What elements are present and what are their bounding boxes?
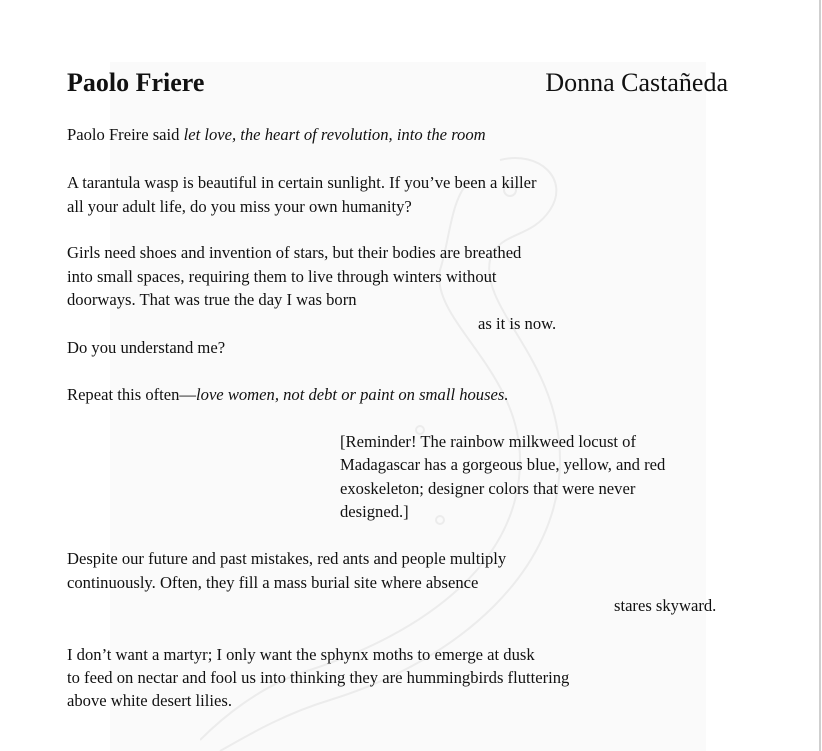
poem-line: stares skyward. (614, 596, 717, 615)
poem-line: Do you understand me? (67, 338, 226, 357)
poem-line: continuously. Often, they fill a mass burial site where absence (67, 573, 479, 592)
quote-italic: let love, the heart of revolution, into the room (183, 125, 486, 144)
poem-line: into small spaces, requiring them to live through winters without (67, 267, 497, 286)
poem-line: exoskeleton; designer colors that were never (340, 479, 636, 498)
poem-line: [Reminder! The rainbow milkweed locust of (340, 432, 636, 451)
poem-line (67, 385, 509, 405)
line-text: Paolo Freire said (67, 125, 184, 144)
quote-italic: love women, not debt or paint on small houses. (196, 385, 509, 404)
poem-line: I don’t want a martyr; I only want the sphynx moths to emerge at dusk (67, 645, 535, 664)
poem-line: A tarantula wasp is beautiful in certain sunlight. If you’ve been a killer (67, 173, 537, 192)
poem-line: as it is now. (478, 314, 557, 333)
poem-line: Despite our future and past mistakes, red ants and people multiply (67, 549, 507, 568)
poem-line: designed.] (340, 502, 409, 521)
poem-title: Paolo Friere (67, 68, 205, 97)
poem-line (67, 125, 486, 145)
poem-line: above white desert lilies. (67, 691, 232, 710)
poem-line: Girls need shoes and invention of stars, but their bodies are breathed (67, 243, 522, 262)
poem-line: all your adult life, do you miss your own humanity? (67, 197, 412, 216)
poem-line: Madagascar has a gorgeous blue, yellow, and red (340, 455, 666, 474)
poem-line: doorways. That was true the day I was born (67, 290, 357, 309)
poem-author: Donna Castañeda (545, 68, 728, 97)
line-text: Repeat this often— (67, 385, 197, 404)
page-edge-divider (819, 0, 821, 751)
poem-line: to feed on nectar and fool us into thinking they are hummingbirds fluttering (67, 668, 570, 687)
